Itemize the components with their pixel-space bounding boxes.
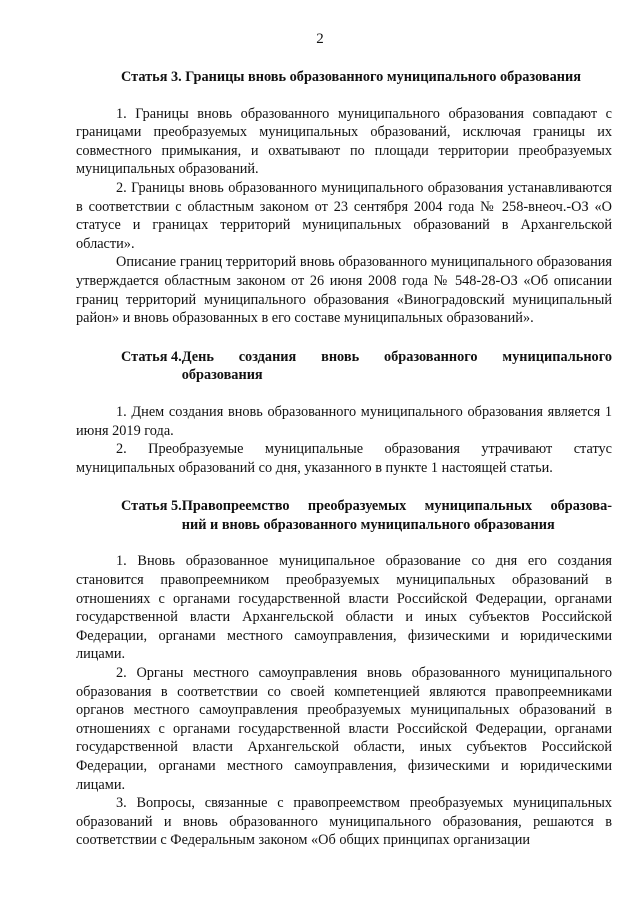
article-5-paragraph-3: 3. Вопросы, связанные с правопреемством преобразуемых муниципальных образований и вновь образованного муниципального образования, решаются в соответствии с Федеральным законом «Об общих принципах организации [76,795,612,849]
article-3-title: . Границы вновь образованного муниципального образования [178,69,581,85]
article-4-paragraph-2: 2. Преобразуемые муниципальные образования утрачивают статус муниципальных образований со дня, указанного в пункте 1 настоящей статьи. [76,441,612,476]
article-4-title-line-2: образования [181,367,263,384]
article-5-paragraph-1: 1. Вновь образованное муниципальное образование со дня его создания становится правопреемником преобразуемых муниципальных образований в отношениях с органами государственной власти Российской Федерации, органами государственной власти Архангельской области и иных субъектов Российской Федерации, органами местного самоуправления, физическими и юридическими лицами. [76,553,612,663]
page-number: 2 [316,31,324,47]
article-3-paragraph-2: 2. Границы вновь образованного муниципального образования устанавливаются в соответствии с областным законом от 23 сентября 2004 года № 258-внеоч.-ОЗ «О статусе и границах территорий муниципальных образований в Архангельской области». [76,179,612,252]
document-body [76,68,612,850]
article-4-paragraph-1: 1. Днем создания вновь образованного муниципального образования является 1 июня 2019 года. [76,403,612,439]
article-3-heading [76,68,612,87]
article-4-label: Статья 4. [121,348,182,365]
article-5-label: Статья 5. [121,498,182,515]
article-4-title-line-1: День создания вновь образованного муниципального [181,348,612,365]
article-3-paragraph-3: Описание границ территорий вновь образованного муниципального образования утверждается областным законом от 26 июня 2008 года № 548-28-ОЗ «Об описании границ территорий муниципального образования «Виноградовский муниципальный район» и вновь образованных в его составе муниципальных образований». [76,254,612,327]
article-3-paragraph-1: 1. Границы вновь образованного муниципального образования совпадают с границами преобразуемых муниципальных образований, исключая границы их совместного примыкания, и охватывают по площади территории преобразуемых муниципальных образований. [76,105,612,178]
article-5-heading [76,497,612,534]
article-4-title [182,348,612,385]
article-5-title [182,497,612,534]
article-5-title-line-1: Правопреемство преобразуемых муниципальных образова- [181,498,612,515]
article-3-label: Статья 3 [121,69,179,85]
article-5-title-line-2: ний и вновь образованного муниципального образования [181,516,555,533]
article-5-paragraph-2: 2. Органы местного самоуправления вновь образованного муниципального образования в соответствии со своей компетенцией являются правопреемниками органов местного самоуправления преобразуемых муниципальных образований в отношениях с органами государственной власти Российской Федерации, органами государственной власти Архангельской области, иных субъектов Российской Федерации, органами местного самоуправления, физическими и юридическими лицами. [76,665,612,793]
article-4-heading [76,348,612,385]
